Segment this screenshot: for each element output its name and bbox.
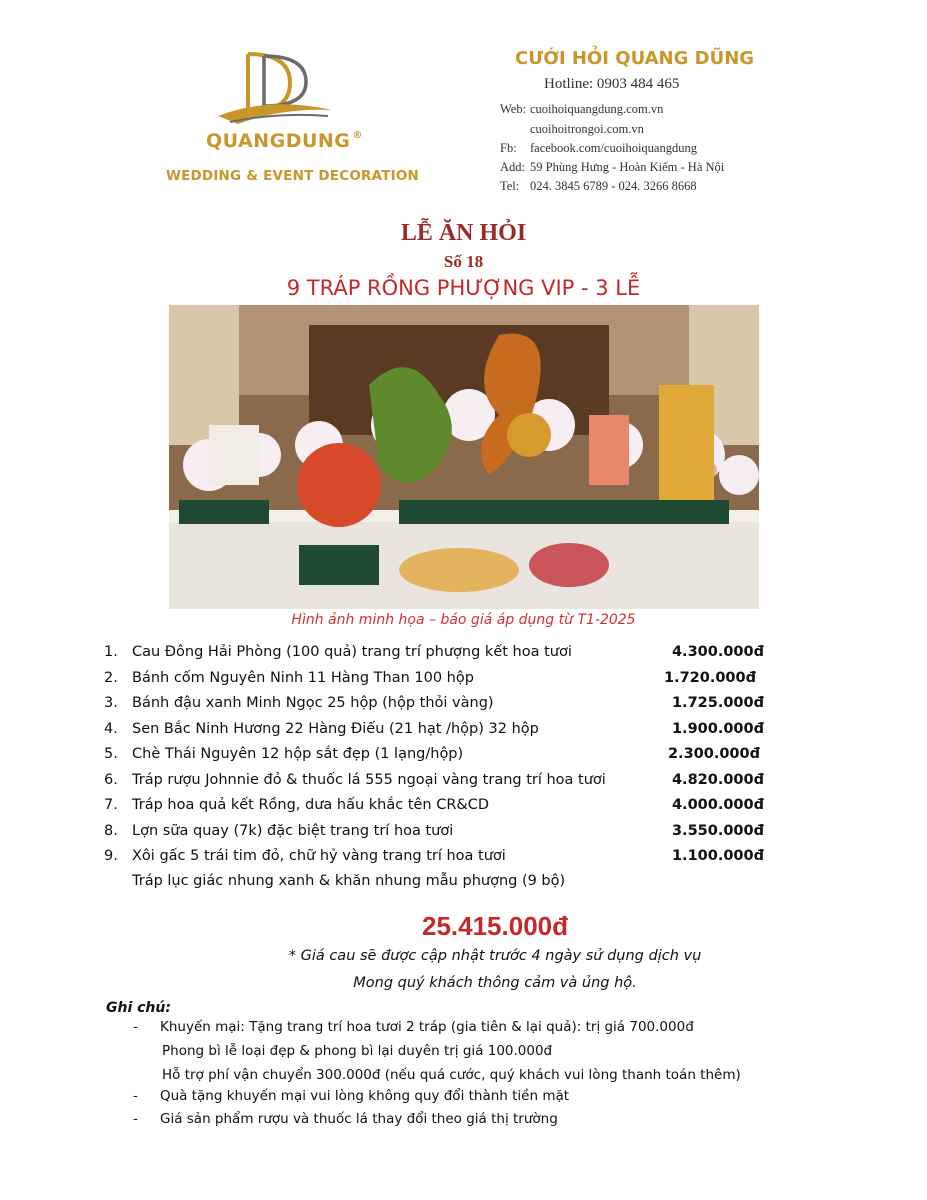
- item-price: 4.000.000đ: [671, 797, 764, 813]
- item-price: 1.900.000đ: [671, 721, 764, 737]
- bullet-dash: -: [133, 1111, 138, 1127]
- list-item: 4. Sen Bắc Ninh Hương 22 Hàng Điếu (21 hạt /hộp) 32 hộp 1.900.000đ: [104, 721, 764, 737]
- areca-price-note: * Giá cau sẽ được cập nhật trước 4 ngày sử dụng dịch vụ: [288, 948, 702, 964]
- contact-web: Web: cuoihoiquangdung.com.vn: [500, 102, 664, 116]
- bullet-dash: -: [133, 1019, 138, 1035]
- contact-address: Add: 59 Phùng Hưng - Hoàn Kiếm - Hà Nội: [500, 160, 725, 174]
- item-price: 2.300.000đ: [667, 746, 760, 762]
- item-price: 3.550.000đ: [671, 823, 764, 839]
- item-price: 1.725.000đ: [671, 695, 764, 711]
- facebook-link[interactable]: facebook.com/cuoihoiquangdung: [530, 141, 697, 155]
- logo-registered-mark: ®: [352, 130, 363, 141]
- item-price: 4.300.000đ: [671, 644, 764, 660]
- website-link[interactable]: cuoihoiquangdung.com.vn: [530, 102, 664, 116]
- package-number: Số 18: [443, 252, 484, 271]
- company-name: CƯỚI HỎI QUANG DŨNG: [515, 48, 755, 69]
- logo-text: QUANGDUNG: [206, 130, 351, 152]
- contact-fb: Fb: facebook.com/cuoihoiquangdung: [500, 141, 697, 155]
- list-item: 5. Chè Thái Nguyên 12 hộp sắt đẹp (1 lạng/hộp) 2.300.000đ: [104, 746, 760, 762]
- brand-logo: [160, 42, 420, 192]
- total-price: 25.415.000đ: [421, 911, 568, 941]
- logo-tagline: WEDDING & EVENT DECORATION: [166, 168, 420, 184]
- list-item: 8. Lợn sữa quay (7k) đặc biệt trang trí hoa tươi 3.550.000đ: [104, 823, 764, 839]
- ceremony-trays-image: [169, 305, 759, 609]
- tray-set-line: Tráp lục giác nhung xanh & khăn nhung mẫu phượng (9 bộ): [132, 873, 566, 889]
- price-change-note: Giá sản phẩm rượu và thuốc lá thay đổi theo giá thị trường: [160, 1111, 558, 1127]
- contact-web2: [500, 122, 644, 137]
- illustration-photo: [169, 305, 759, 609]
- package-name: 9 TRÁP RỒNG PHƯỢNG VIP - 3 LỄ: [286, 276, 641, 300]
- page-title: LỄ ĂN HỎI: [400, 220, 527, 246]
- list-item: 9. Xôi gấc 5 trái tim đỏ, chữ hỷ vàng trang trí hoa tươi 1.100.000đ: [104, 848, 764, 864]
- hotline: Hotline: 0903 484 465: [544, 76, 680, 92]
- list-item: 7. Tráp hoa quả kết Rồng, dưa hấu khắc tên CR&CD 4.000.000đ: [104, 797, 764, 813]
- list-item: 3. Bánh đậu xanh Minh Ngọc 25 hộp (hộp thỏi vàng) 1.725.000đ: [104, 695, 764, 711]
- promo-line: Khuyến mại: Tặng trang trí hoa tươi 2 tráp (gia tiên & lại quả): trị giá 700.000đ: [160, 1019, 694, 1035]
- notes-heading: Ghi chú:: [106, 1000, 171, 1016]
- gift-note: Quà tặng khuyến mại vui lòng không quy đổi thành tiền mặt: [160, 1088, 570, 1104]
- item-price: 4.820.000đ: [671, 772, 764, 788]
- list-item: 6. Tráp rượu Johnnie đỏ & thuốc lá 555 ngoại vàng trang trí hoa tươi 4.820.000đ: [104, 772, 764, 788]
- list-item: 1. Cau Đông Hải Phòng (100 quả) trang trí phượng kết hoa tươi 4.300.000đ: [104, 644, 764, 660]
- website-link-2[interactable]: cuoihoitrongoi.com.vn: [530, 122, 644, 136]
- item-price: 1.100.000đ: [671, 848, 764, 864]
- item-price: 1.720.000đ: [663, 670, 756, 686]
- bullet-dash: -: [133, 1088, 138, 1104]
- contact-tel: Tel: 024. 3845 6789 - 024. 3266 8668: [500, 179, 697, 193]
- thanks-note: Mong quý khách thông cảm và ủng hộ.: [353, 975, 637, 991]
- photo-caption: Hình ảnh minh họa – báo giá áp dụng từ T1-2025: [291, 612, 636, 628]
- list-item: 2. Bánh cốm Nguyên Ninh 11 Hàng Than 100 hộp 1.720.000đ: [104, 670, 756, 686]
- promo-envelope-line: Phong bì lễ loại đẹp & phong bì lại duyên trị giá 100.000đ: [162, 1043, 553, 1059]
- promo-shipping-line: Hỗ trợ phí vận chuyển 300.000đ (nếu quá cước, quý khách vui lòng thanh toán thêm): [162, 1067, 741, 1083]
